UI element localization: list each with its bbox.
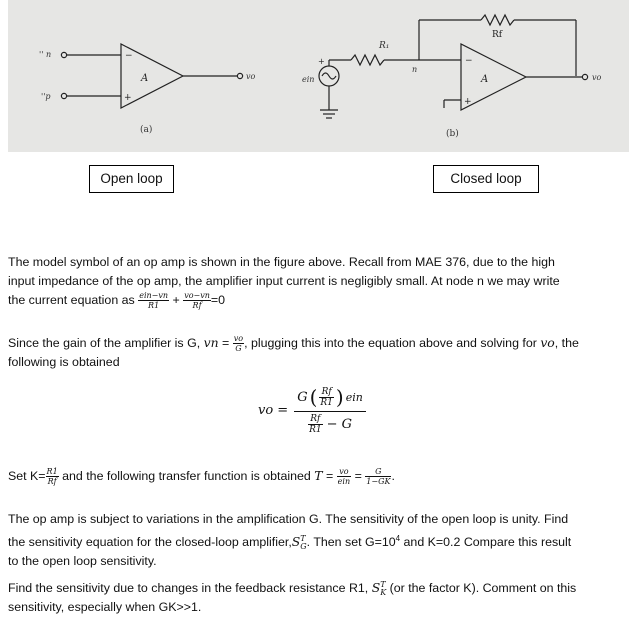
b-ein-label: ein	[302, 75, 315, 84]
transfer-paragraph: Set K= $\frac{R1}{Rf}$ and the following transfer function is obtained T = $\frac{vo}{\text{ein}}$ = $\frac{G}{1-GK}$ .	[8, 467, 395, 487]
sens-g-line-3: to the open loop sensitivity.	[8, 554, 157, 569]
a-minus-sign: −	[125, 51, 133, 61]
a-gain-label: A	[141, 73, 149, 84]
sensitivity-k-paragraph	[8, 578, 626, 617]
vo-equation	[258, 385, 366, 435]
gain-line-1: Since the gain of the amplifier is G, vn = $\frac{vo}{G}$ , plugging this into the equation above and solving for vo, the	[8, 334, 579, 354]
b-plus-sign: +	[464, 97, 472, 107]
b-r1-label: R₁	[379, 41, 390, 51]
vo-lhs: vo =	[258, 402, 289, 418]
intro-paragraph	[8, 253, 623, 310]
gain-line-2: following is obtained	[8, 355, 120, 370]
b-caption: (b)	[446, 129, 459, 139]
open-loop-opamp-diagram	[61, 44, 242, 108]
vn-fraction: $\frac{vo}{G}$	[233, 334, 244, 354]
b-rf-label: Rf	[492, 30, 503, 40]
sens-k-line-2: sensitivity, especially when GK>>1.	[8, 600, 202, 614]
a-vn-label: '' n	[39, 50, 52, 59]
intro-line-1: The model symbol of an op amp is shown in the figure above. Recall from MAE 376, due to the high	[8, 255, 555, 269]
intro-line-2: input impedance of the op amp, the amplifier input current is negligibly small. At node n we may write	[8, 274, 560, 288]
gain-paragraph	[8, 333, 628, 372]
a-vp-label: ''p	[41, 92, 51, 101]
current-fraction-2: $\frac{vo-vn}{Rf}$	[184, 291, 210, 311]
g-fraction: $\frac{G}{1-GK}$	[366, 467, 391, 487]
b-source-plus: +	[318, 57, 325, 66]
intro-line-3: the current equation as $\frac{\text{ein−vn}}{R1}$ + $\frac{vo-vn}{Rf}$ =0	[8, 291, 226, 311]
b-minus-sign: −	[465, 56, 473, 66]
t-fraction: $\frac{vo}{\text{ein}}$	[337, 467, 351, 487]
b-vo-label: vo	[592, 73, 602, 82]
a-vo-label: vo	[246, 72, 256, 81]
sens-g-line-1: The op amp is subject to variations in the amplification G. The sensitivity of the open loop is unity. Find	[8, 512, 569, 526]
sens-g-line-2: the sensitivity equation for the closed-loop amplifier,S T G . Then set $G=10^4$ and K=0.2 Compare this result	[8, 533, 572, 551]
a-caption: (a)	[140, 125, 153, 135]
open-loop-label: Open loop	[89, 165, 174, 193]
vo-fraction: G ( $\frac{Rf}{R1}$ ) ein $\frac{Rf}{R1}$ − G	[294, 385, 366, 435]
b-gain-label: A	[481, 74, 489, 85]
closed-loop-amplifier-diagram	[319, 15, 588, 118]
b-node-n-label: n	[412, 65, 418, 74]
closed-loop-label: Closed loop	[433, 165, 539, 193]
current-fraction-1: $\frac{\text{ein−vn}}{R1}$	[139, 291, 169, 311]
k-fraction: $\frac{R1}{Rf}$	[46, 467, 58, 487]
sensitivity-g-paragraph	[8, 510, 626, 571]
circuit-figure	[8, 0, 629, 152]
sens-k-line-1: Find the sensitivity due to changes in the feedback resistance R1, S T K (or the factor K). Comment on this	[8, 579, 577, 597]
a-plus-sign: +	[124, 93, 132, 103]
